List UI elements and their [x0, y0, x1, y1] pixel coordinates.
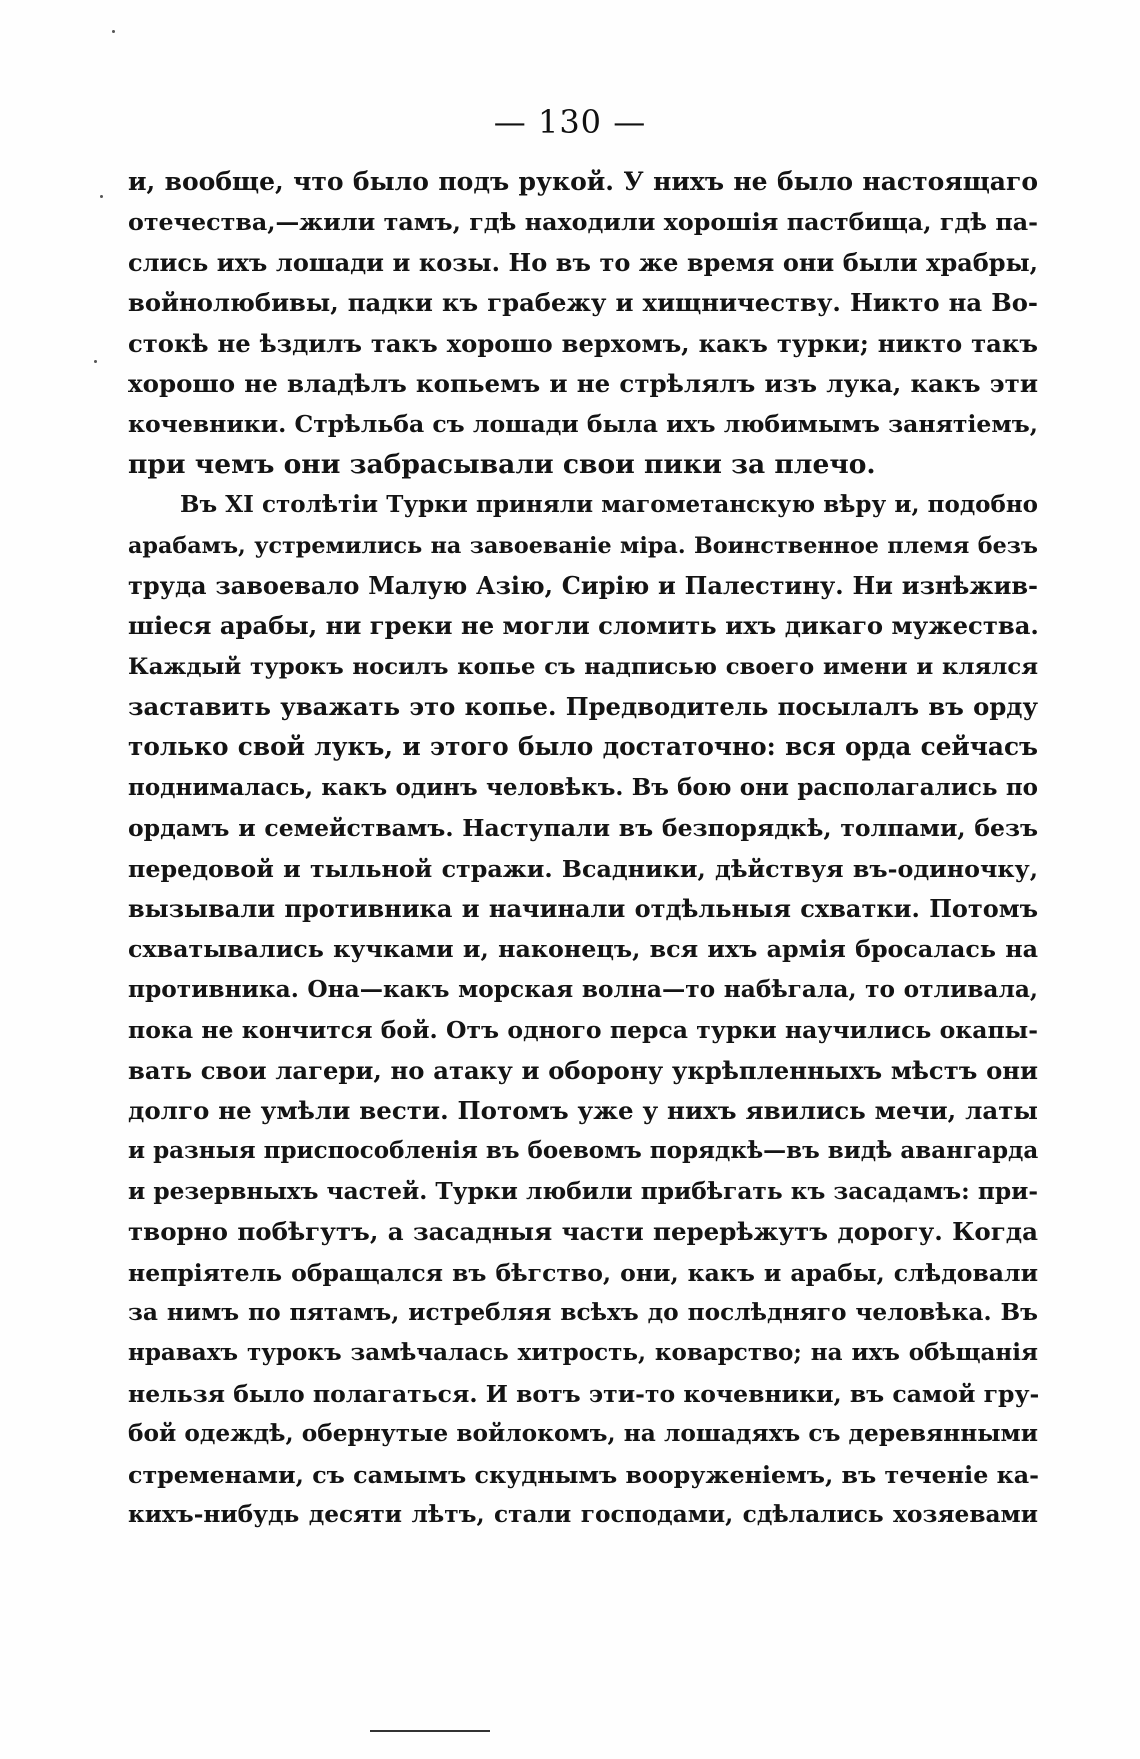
text-line: вызывали противника и начинали отдѣльныя схватки. Потомъ: [128, 894, 1038, 924]
text-line: только свой лукъ, и этого было достаточно: вся орда сейчасъ: [128, 732, 1038, 762]
text-line: противника. Она—какъ морская волна—то набѣгала, то отливала,: [128, 975, 1038, 1003]
scan-speck: [112, 30, 115, 33]
text-line: Въ XI столѣтіи Турки приняли магометанскую вѣру и, подобно: [180, 491, 1038, 519]
text-line: заставить уважать это копье. Предводитель посылалъ въ орду: [128, 692, 1038, 722]
text-line: вать свои лагери, но атаку и оборону укрѣпленныхъ мѣстъ они: [128, 1055, 1038, 1085]
scan-speck: [100, 195, 103, 198]
text-line: кихъ-нибудь десяти лѣтъ, стали господами, сдѣлались хозяевами: [128, 1500, 1038, 1528]
text-line: ордамъ и семействамъ. Наступали въ безпорядкѣ, толпами, безъ: [128, 814, 1038, 843]
text-line: и резервныхъ частей. Турки любили прибѣгать къ засадамъ: при-: [128, 1177, 1038, 1205]
text-line: поднималась, какъ одинъ человѣкъ. Въ бою они располагались по: [128, 773, 1038, 801]
text-line: слись ихъ лошади и козы. Но въ то же время они были храбры,: [128, 247, 1038, 277]
text-line: непріятель обращался въ бѣгство, они, какъ и арабы, слѣдовали: [128, 1258, 1038, 1287]
text-line: схватывались кучками и, наконецъ, вся ихъ армія бросалась на: [128, 935, 1038, 964]
text-line: нравахъ турокъ замѣчалась хитрость, коварство; на ихъ обѣщанія: [128, 1339, 1038, 1367]
text-line: пока не кончится бой. Отъ одного перса турки научились окапы-: [128, 1016, 1038, 1045]
scan-speck: [94, 360, 97, 363]
text-line: стременами, съ самымъ скуднымъ вооруженіемъ, въ теченіе ка-: [128, 1460, 1039, 1489]
text-line: бой одеждѣ, обернутые войлокомъ, на лошадяхъ съ деревянными: [128, 1420, 1038, 1448]
page-number: — 130 —: [493, 103, 647, 141]
text-line: стокѣ не ѣздилъ такъ хорошо верхомъ, какъ турки; никто такъ: [128, 328, 1038, 358]
text-line: шіеся арабы, ни греки не могли сломить ихъ дикаго мужества.: [128, 611, 1039, 641]
text-line: долго не умѣли вести. Потомъ уже у нихъ явились мечи, латы: [128, 1095, 1038, 1125]
paragraph-2: [128, 485, 1038, 1535]
text-line: при чемъ они забрасывали свои пики за плечо.: [128, 448, 876, 480]
text-line: войнолюбивы, падки къ грабежу и хищничеству. Никто на Во-: [128, 288, 1038, 318]
text-line: отечества,—жили тамъ, гдѣ находили хорошія пастбища, гдѣ па-: [128, 208, 1038, 237]
text-line: кочевники. Стрѣльба съ лошади была ихъ любимымъ занятіемъ,: [128, 410, 1038, 439]
text-line: Каждый турокъ носилъ копье съ надписью своего имени и клялся: [128, 653, 1038, 680]
paragraph-1: [128, 162, 1038, 485]
text-line: и, вообще, что было подъ рукой. У нихъ не было настоящаго: [128, 167, 1038, 196]
text-line: и разныя приспособленія въ боевомъ порядкѣ—въ видѣ авангарда: [128, 1137, 1039, 1165]
footer-rule: [370, 1730, 490, 1732]
text-line: нельзя было полагаться. И вотъ эти-то кочевники, въ самой гру-: [128, 1379, 1040, 1408]
text-line: хорошо не владѣлъ копьемъ и не стрѣлялъ изъ лука, какъ эти: [128, 368, 1038, 398]
text-line: арабамъ, устремились на завоеваніе міра. Воинственное племя безъ: [128, 532, 1038, 559]
body-text: [128, 162, 1038, 1535]
text-line: труда завоевало Малую Азію, Сирію и Палестину. Ни изнѣжив-: [128, 570, 1038, 600]
text-line: творно побѣгутъ, а засадныя части перерѣжутъ дорогу. Когда: [128, 1217, 1038, 1247]
text-line: за нимъ по пятамъ, истребляя всѣхъ до послѣдняго человѣка. Въ: [128, 1298, 1038, 1326]
text-line: передовой и тыльной стражи. Всадники, дѣйствуя въ-одиночку,: [128, 854, 1038, 883]
